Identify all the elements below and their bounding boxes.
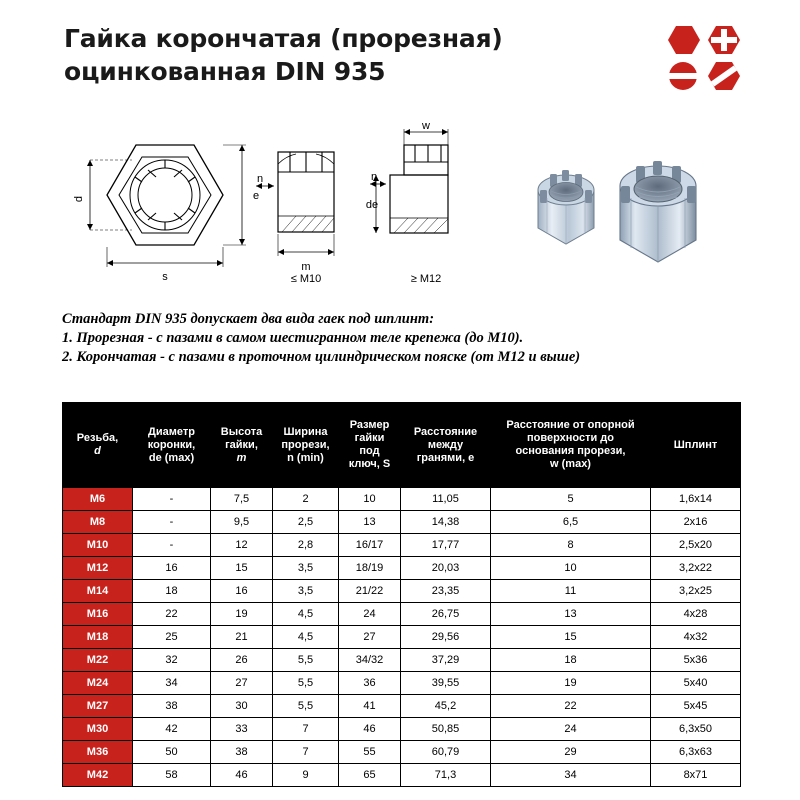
cell-value: 36 [339,672,401,695]
cell-value: 5x45 [651,695,741,718]
cell-value: 3,2x25 [651,580,741,603]
cell-value: 4,5 [273,603,339,626]
cell-thread: M42 [63,764,133,787]
cell-value: 13 [491,603,651,626]
cell-value: - [133,511,211,534]
cell-value: 19 [211,603,273,626]
table-row [63,580,741,603]
column-header-1 [133,403,211,488]
cell-value: 7 [273,718,339,741]
technical-drawings [0,120,800,290]
column-header-line: Расстояние от опорной [506,419,635,431]
cell-value: 34 [491,764,651,787]
cell-value: 8 [491,534,651,557]
cell-value: 4x28 [651,603,741,626]
column-header-line: w (max) [550,458,591,470]
column-header-line: Резьба, [76,432,119,444]
product-photos [510,128,740,278]
column-header-line: Диаметр [148,425,195,438]
cell-value: 19 [491,672,651,695]
cell-value: 20,03 [401,557,491,580]
logo-hex-cross-icon [708,26,740,54]
cell-value: 29 [491,741,651,764]
cell-value: 24 [339,603,401,626]
cell-value: 24 [491,718,651,741]
spec-table-wrapper [62,402,740,787]
drawing-diagrams [60,120,510,285]
label-de: de [365,199,379,211]
column-header-7 [651,403,741,488]
cell-thread: M8 [63,511,133,534]
column-header-line: между [427,438,464,451]
cell-value: 18 [133,580,211,603]
spec-table [62,402,741,787]
table-row [63,718,741,741]
cell-value: 4,5 [273,626,339,649]
spec-table-head [63,403,741,488]
cell-value: 71,3 [401,764,491,787]
cell-value: 10 [339,488,401,511]
column-header-line: Размер [349,419,390,431]
cell-value: 6,3x63 [651,741,741,764]
cell-value: 5x36 [651,649,741,672]
column-header-2 [211,403,273,488]
cell-value: 33 [211,718,273,741]
column-header-line: Ширина [283,425,328,438]
label-d: d [73,195,85,203]
page-title [64,22,664,88]
cell-thread: M10 [63,534,133,557]
column-header-5 [401,403,491,488]
cell-value: 30 [211,695,273,718]
cell-value: 55 [339,741,401,764]
cell-value: 45,2 [401,695,491,718]
cell-value: - [133,534,211,557]
cell-value: 65 [339,764,401,787]
cell-value: 10 [491,557,651,580]
column-header-line: Расстояние [413,425,478,438]
cell-thread: M36 [63,741,133,764]
cell-value: 5x40 [651,672,741,695]
cell-value: 15 [211,557,273,580]
cell-value: 9 [273,764,339,787]
cell-value: 27 [211,672,273,695]
logo-hex-bar-icon [708,62,740,90]
cell-value: 37,29 [401,649,491,672]
cell-value: 1,6x14 [651,488,741,511]
cell-value: 25 [133,626,211,649]
page-title-line2: оцинкованная DIN 935 [64,57,386,86]
cell-value: 2,8 [273,534,339,557]
standard-notes [62,310,762,367]
cell-value: 34/32 [339,649,401,672]
cell-value: 2,5 [273,511,339,534]
caption-le-m10: ≤ M10 [290,273,322,285]
cell-value: 7 [273,741,339,764]
cell-value: 32 [133,649,211,672]
cell-value: 21/22 [339,580,401,603]
cell-value: 5,5 [273,672,339,695]
cell-value: 22 [491,695,651,718]
column-header-0 [63,403,133,488]
column-header-line: d [94,445,101,457]
cell-value: 26,75 [401,603,491,626]
cell-value: 5,5 [273,649,339,672]
cell-value: 2,5x20 [651,534,741,557]
cell-thread: M16 [63,603,133,626]
drawing-castle-nut [370,129,448,233]
cell-value: 50 [133,741,211,764]
cell-value: 21 [211,626,273,649]
cell-thread: M30 [63,718,133,741]
cell-value: 41 [339,695,401,718]
cell-value: 18 [491,649,651,672]
column-header-line: прорези, [281,438,330,451]
cell-value: 7,5 [211,488,273,511]
page-header [0,0,800,112]
note-line-1: Стандарт DIN 935 допускает два вида гаек под шплинт: [62,311,435,327]
cell-value: 4x32 [651,626,741,649]
table-row [63,695,741,718]
cell-value: 11,05 [401,488,491,511]
column-header-6 [491,403,651,488]
cell-value: 3,5 [273,580,339,603]
cell-thread: M18 [63,626,133,649]
cell-value: 9,5 [211,511,273,534]
cell-value: 18/19 [339,557,401,580]
cell-value: 39,55 [401,672,491,695]
header-row [63,403,741,488]
note-line-2: 1. Прорезная - с пазами в самом шестигранном теле крепежа (до М10). [62,330,524,346]
cell-value: 6,5 [491,511,651,534]
column-header-line: Высота [220,425,263,438]
cell-value: 13 [339,511,401,534]
cell-thread: M22 [63,649,133,672]
logo-hex-icon [668,26,700,54]
drawing-top-view [87,145,246,267]
table-row [63,557,741,580]
cell-value: 2x16 [651,511,741,534]
label-e: e [252,190,260,202]
caption-ge-m12: ≥ M12 [410,273,442,285]
drawing-slotted-nut [256,152,334,256]
column-header-line: гайки [354,432,385,444]
column-header-line: гайки, [225,438,258,451]
table-row [63,764,741,787]
cell-value: 16 [211,580,273,603]
column-header-line: Шплинт [673,438,718,451]
cell-value: 46 [339,718,401,741]
cell-value: 6,3x50 [651,718,741,741]
column-header-line: коронки, [147,438,196,451]
table-row [63,534,741,557]
note-line-3: 2. Корончатая - с пазами в проточном цилиндрическом пояске (от М12 и выше) [62,349,581,365]
table-row [63,626,741,649]
cell-value: 8x71 [651,764,741,787]
column-header-line: ключ, S [348,458,391,470]
column-header-line: поверхности до [526,432,615,444]
column-header-line: гранями, e [416,451,475,464]
photo-castle-nut-left [538,170,594,244]
cell-value: 12 [211,534,273,557]
column-header-3 [273,403,339,488]
label-n-left: n [256,173,264,185]
cell-value: 16/17 [339,534,401,557]
logo-circle-bar-icon [669,62,697,90]
label-n-right: n [370,171,378,183]
cell-value: 3,5 [273,557,339,580]
spec-table-body [63,488,741,787]
cell-thread: M14 [63,580,133,603]
cell-value: 34 [133,672,211,695]
label-s: s [162,271,168,283]
cell-value: 38 [211,741,273,764]
company-logo [668,24,746,92]
table-row [63,672,741,695]
table-row [63,488,741,511]
column-header-4 [339,403,401,488]
table-row [63,603,741,626]
label-m: m [301,261,311,273]
cell-thread: M24 [63,672,133,695]
table-row [63,649,741,672]
cell-value: 50,85 [401,718,491,741]
cell-value: 42 [133,718,211,741]
cell-thread: M12 [63,557,133,580]
cell-value: 5 [491,488,651,511]
cell-value: 58 [133,764,211,787]
cell-value: 26 [211,649,273,672]
cell-value: - [133,488,211,511]
cell-value: 3,2x22 [651,557,741,580]
cell-thread: M27 [63,695,133,718]
label-w: w [422,120,430,132]
table-row [63,741,741,764]
page-title-line1: Гайка корончатая (прорезная) [64,24,503,53]
cell-value: 11 [491,580,651,603]
table-row [63,511,741,534]
cell-value: 46 [211,764,273,787]
cell-value: 27 [339,626,401,649]
column-header-line: основания прорези, [515,445,626,457]
cell-value: 5,5 [273,695,339,718]
photo-castle-nut-right [620,161,696,262]
column-header-line: m [236,451,247,464]
cell-value: 60,79 [401,741,491,764]
cell-value: 23,35 [401,580,491,603]
cell-value: 14,38 [401,511,491,534]
cell-thread: M6 [63,488,133,511]
cell-value: 16 [133,557,211,580]
cell-value: 15 [491,626,651,649]
cell-value: 29,56 [401,626,491,649]
cell-value: 17,77 [401,534,491,557]
cell-value: 38 [133,695,211,718]
column-header-line: n (min) [287,451,324,464]
column-header-line: de (max) [148,451,195,464]
cell-value: 22 [133,603,211,626]
cell-value: 2 [273,488,339,511]
column-header-line: под [359,445,380,457]
